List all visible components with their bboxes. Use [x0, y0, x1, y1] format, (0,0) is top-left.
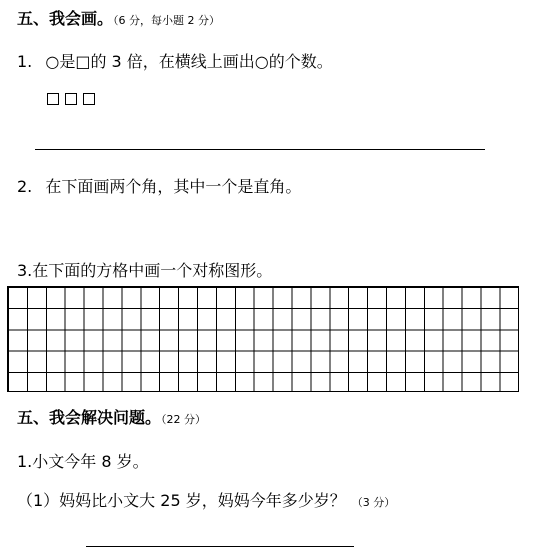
section-solve-heading — [17, 405, 206, 428]
question-2-text: 在下面画两个角，其中一个是直角。 — [45, 177, 302, 196]
question-1-text: ○是□的 3 倍，在横线上画出○的个数。 — [45, 52, 333, 71]
question-1-number: 1. — [17, 52, 33, 71]
section-draw-points: （6 分，每小题 2 分） — [113, 14, 221, 27]
section-solve-points: （22 分） — [161, 413, 207, 426]
square-shape — [65, 93, 77, 105]
problem-1-text: 1.小文今年 8 岁。 — [17, 452, 149, 471]
section-draw-heading — [17, 6, 220, 29]
question-1 — [17, 49, 333, 72]
problem-1-1 — [17, 488, 395, 511]
square-shape — [83, 93, 95, 105]
question-2-number: 2. — [17, 177, 33, 196]
section-draw-title: 五、我会画。 — [17, 9, 114, 28]
answer-line-p1-1[interactable] — [86, 546, 354, 547]
question-2 — [17, 174, 301, 197]
answer-line-q1[interactable] — [35, 149, 485, 150]
question-3-text: 3.在下面的方格中画一个对称图形。 — [17, 261, 273, 280]
problem-1-1-text: （1）妈妈比小文大 25 岁，妈妈今年多少岁？ — [17, 491, 346, 510]
problem-1-1-points: （3 分） — [351, 496, 396, 509]
section-solve-title: 五、我会解决问题。 — [17, 408, 162, 427]
drawing-grid[interactable] — [7, 286, 519, 392]
given-squares — [47, 93, 95, 105]
square-shape — [47, 93, 59, 105]
